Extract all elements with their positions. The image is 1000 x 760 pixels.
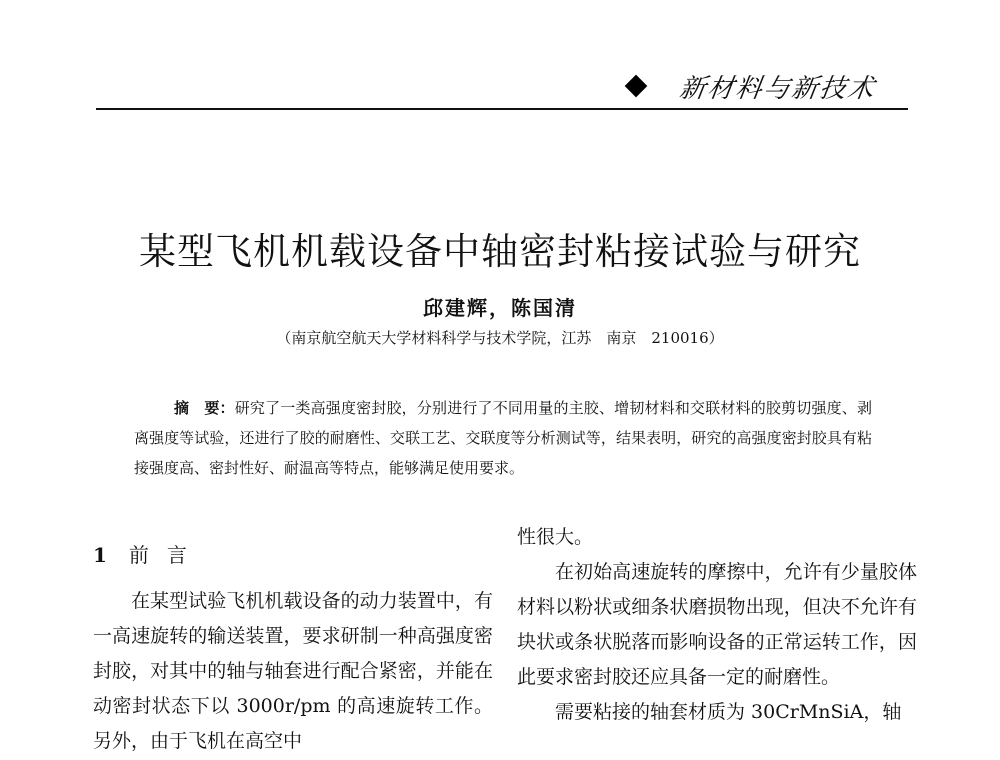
affiliation: （南京航空航天大学材料科学与技术学院，江苏 南京 210016） bbox=[276, 329, 724, 347]
abstract bbox=[134, 393, 872, 483]
left-column bbox=[93, 520, 493, 759]
paragraph: 需要粘接的轴套材质为 30CrMnSiA，轴 bbox=[555, 701, 902, 723]
section-number: 1 bbox=[93, 543, 107, 567]
paragraph: 在初始高速旋转的摩擦中，允许有少量胶体材料以粉状或细条状磨损物出现，但决不允许有块状或条状脱落而影响设备的正常运转工作，因此要求密封胶还应具备一定的耐磨性。 bbox=[517, 561, 917, 688]
running-header bbox=[0, 60, 1000, 110]
section-title: 前言 bbox=[128, 543, 205, 567]
header-rule bbox=[96, 108, 908, 110]
section-heading bbox=[93, 538, 493, 584]
right-column bbox=[517, 520, 917, 730]
abstract-text: 研究了一类高强度密封胶，分别进行了不同用量的主胶、增韧材料和交联材料的胶剪切强度、剥离强度等试验，还进行了胶的耐磨性、交联工艺、交联度等分析测试等，结果表明，研究的高强度密封胶具有粘接强度高、密封性好、耐温高等特点，能够满足使用要求。 bbox=[134, 399, 872, 477]
abstract-label: 摘 要： bbox=[174, 399, 235, 417]
authors: 邱建辉，陈国清 bbox=[423, 296, 577, 320]
paragraph: 性很大。 bbox=[517, 526, 594, 548]
diamond-bullet-icon bbox=[625, 75, 648, 98]
paragraph: 在某型试验飞机机载设备的动力装置中，有一高速旋转的输送装置，要求研制一种高强度密封胶，对其中的轴与轴套进行配合紧密，并能在动密封状态下以 3000r/pm 的高速旋转工作。另外，由于飞机在高空中 bbox=[93, 590, 493, 752]
journal-section-title: 新材料与新技术 bbox=[677, 74, 878, 104]
article-title: 某型飞机机载设备中轴密封粘接试验与研究 bbox=[139, 229, 861, 273]
